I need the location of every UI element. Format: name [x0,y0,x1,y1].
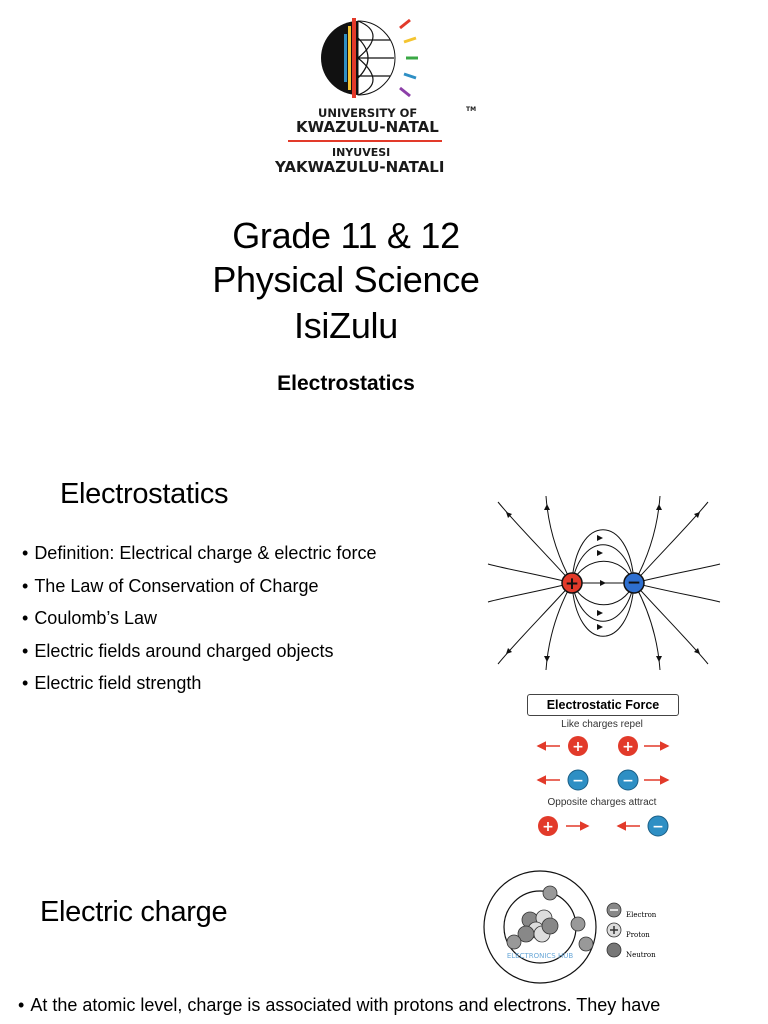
atom-legend [626,905,656,965]
bullet-item: • Definition: Electrical charge & electric force [22,540,376,573]
force-diagram-title: Electrostatic Force [546,698,660,712]
atom-legend-icons [604,900,628,964]
positive-charge-sign: + [564,574,580,594]
atom-watermark: ELECTRONICS HUB [506,952,574,960]
like-charges-label: Like charges repel [561,719,643,730]
ukzn-emblem-icon [248,8,480,108]
svg-text:−: − [622,773,634,789]
logo-line4: YAKWAZULU-NATALI [275,158,445,176]
slide2-body-text: • At the atomic level, charge is associated with protons and electrons. They have [18,992,768,1018]
cover-title-line2: Physical Science [212,259,480,300]
bullet-item: • Coulomb’s Law [22,605,376,638]
svg-text:−: − [572,773,584,789]
logo-divider [288,140,442,142]
legend-proton: Proton [626,931,650,939]
bullet-item: • The Law of Conservation of Charge [22,573,376,606]
svg-text:−: − [652,819,664,835]
dipole-field-diagram [486,494,722,672]
cover-title-line3: IsiZulu [294,305,398,346]
cover-subtitle: Electrostatics [277,372,415,395]
slide1-heading: Electrostatics [60,478,229,510]
logo-line3: INYUVESI [332,146,391,159]
atom-diagram [480,868,600,986]
logo-line1: UNIVERSITY OF [318,106,418,120]
force-diagram-title-box [527,694,679,716]
svg-text:+: + [572,739,584,755]
logo-tm: TM [466,106,477,113]
slide1-bullet-list [22,540,376,703]
slide2-heading: Electric charge [40,896,228,928]
bullet-item: • Electric fields around charged objects [22,638,376,671]
cover-title-line1: Grade 11 & 12 [232,215,460,256]
svg-text:+: + [622,739,634,755]
opposite-charges-label: Opposite charges attract [547,797,657,808]
negative-charge-sign: − [626,573,642,593]
legend-electron: Electron [626,911,657,919]
bullet-item: • Electric field strength [22,670,376,703]
svg-text:+: + [542,819,554,835]
legend-neutron: Neutron [626,951,656,959]
university-logo [248,8,480,200]
force-arrows-diagram [530,730,674,842]
logo-line2: KWAZULU-NATAL [296,118,439,136]
